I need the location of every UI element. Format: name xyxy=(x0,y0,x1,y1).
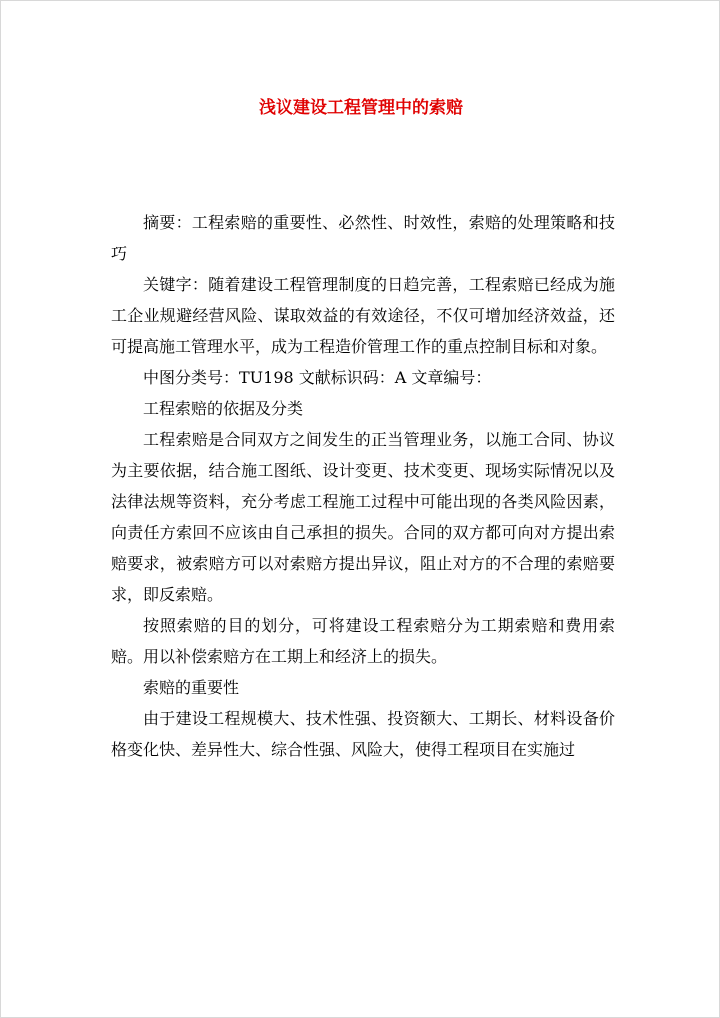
document-body xyxy=(111,207,615,765)
body-paragraph: 工程索赔是合同双方之间发生的正当管理业务，以施工合同、协议为主要依据，结合施工图纸、设计变更、技术变更、现场实际情况以及法律法规等资料，充分考虑工程施工过程中可能出现的各类风险因素，向责任方索回不应该由自己承担的损失。合同的双方都可向对方提出索赔要求，被索赔方可以对索赔方提出异议，阻止对方的不合理的索赔要求，即反索赔。 xyxy=(111,430,615,604)
keywords-paragraph: 关键字：随着建设工程管理制度的日趋完善，工程索赔已经成为施工企业规避经营风险、谋取效益的有效途径，不仅可增加经济效益，还可提高施工管理水平，成为工程造价管理工作的重点控制目标和对象。 xyxy=(111,275,615,356)
abstract-paragraph: 摘要：工程索赔的重要性、必然性、时效性，索赔的处理策略和技巧 xyxy=(111,213,615,263)
section-heading-importance: 索赔的重要性 xyxy=(143,678,240,697)
body-paragraph: 由于建设工程规模大、技术性强、投资额大、工期长、材料设备价格变化快、差异性大、综合性强、风险大，使得工程项目在实施过 xyxy=(111,709,615,759)
body-paragraph: 按照索赔的目的划分，可将建设工程索赔分为工期索赔和费用索赔。用以补偿索赔方在工期上和经济上的损失。 xyxy=(111,616,615,666)
document-title: 浅议建设工程管理中的索赔 xyxy=(259,98,463,118)
section-heading-basis: 工程索赔的依据及分类 xyxy=(143,399,304,418)
classification-paragraph: 中图分类号：TU198 文献标识码：A 文章编号： xyxy=(143,368,492,387)
